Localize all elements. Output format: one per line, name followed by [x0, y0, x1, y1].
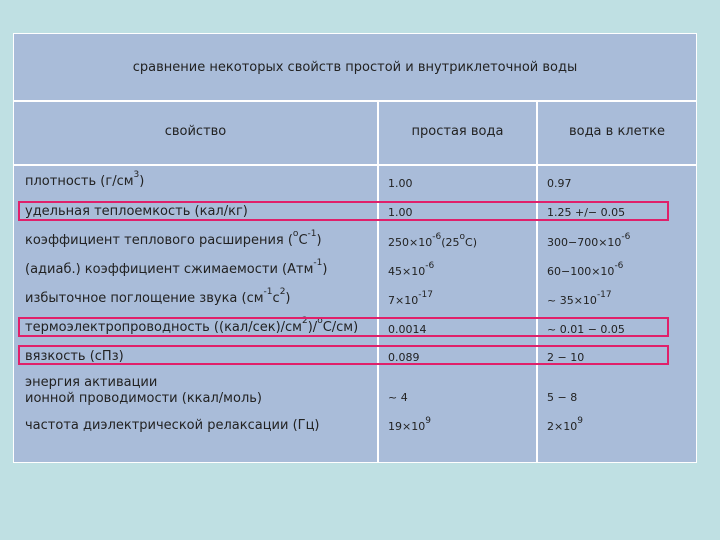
column-divider-2	[536, 100, 538, 462]
property-viscosity: вязкость (сПз)	[25, 349, 124, 364]
value-simple-thermal-conductivity: 0.0014	[388, 323, 427, 336]
column-divider-1	[377, 100, 379, 462]
highlight-thermal-conductivity-row	[18, 317, 669, 337]
header-simple-water: простая вода	[411, 124, 504, 139]
value-simple-thermal-expansion: $250\times 10^{-6}(25^оС)$	[388, 232, 477, 249]
highlight-viscosity-row	[18, 345, 669, 365]
value-simple-density: 1.00	[388, 177, 413, 190]
value-cell-sound-absorption: ~ $35\times 10^{-17}$	[547, 290, 612, 307]
property-specific-heat: удельная теплоемкость (кал/кг)	[25, 204, 248, 219]
header-divider	[14, 164, 696, 166]
property-sound-absorption: избыточное поглощение звука $(см^{-1}с^2)$	[25, 287, 291, 306]
highlight-specific-heat-row	[18, 201, 669, 221]
value-simple-viscosity: 0.089	[388, 351, 420, 364]
property-density: плотность $(г/см^3)$	[25, 170, 145, 189]
value-cell-dielectric-relaxation: $2\times 10^9$	[547, 416, 583, 433]
value-cell-compressibility: $60-100\times 10^{-6}$	[547, 261, 624, 278]
property-activation-energy: энергия активации ионной проводимости (ккал/моль)	[25, 375, 262, 406]
header-property: свойство	[164, 124, 227, 139]
title-divider	[14, 100, 696, 102]
value-cell-density: 0.97	[547, 177, 572, 190]
value-simple-sound-absorption: $7\times 10^{-17}$	[388, 290, 433, 307]
property-compressibility: (адиаб.) коэффициент сжимаемости (Атм$^{-1}$)	[25, 258, 328, 277]
header-cell-water: вода в клетке	[568, 124, 666, 139]
value-cell-activation-energy: 5 − 8	[547, 391, 578, 404]
value-cell-thermal-conductivity: ~ 0.01 − 0.05	[547, 323, 625, 336]
property-thermal-conductivity: термоэлектропроводность $((кал/сек)/см^2)/^оС/см$)	[25, 316, 359, 335]
property-dielectric-relaxation: частота диэлектрической релаксации (Гц)	[25, 418, 320, 433]
value-cell-viscosity: 2 − 10	[547, 351, 585, 364]
properties-table	[13, 33, 697, 463]
value-simple-compressibility: $45\times 10^{-6}$	[388, 261, 435, 278]
table-title: сравнение некоторых свойств простой и внутриклеточной воды	[132, 60, 578, 75]
value-simple-specific-heat: 1.00	[388, 206, 413, 219]
value-simple-activation-energy: ~ 4	[388, 391, 408, 404]
value-cell-specific-heat: 1.25 +/− 0.05	[547, 206, 626, 219]
value-cell-thermal-expansion: $300-700\times 10^{-6}$	[547, 232, 631, 249]
value-simple-dielectric-relaxation: $19\times 10^9$	[388, 416, 431, 433]
property-thermal-expansion: коэффициент теплового расширения $(^оС^{-1})$	[25, 229, 322, 248]
